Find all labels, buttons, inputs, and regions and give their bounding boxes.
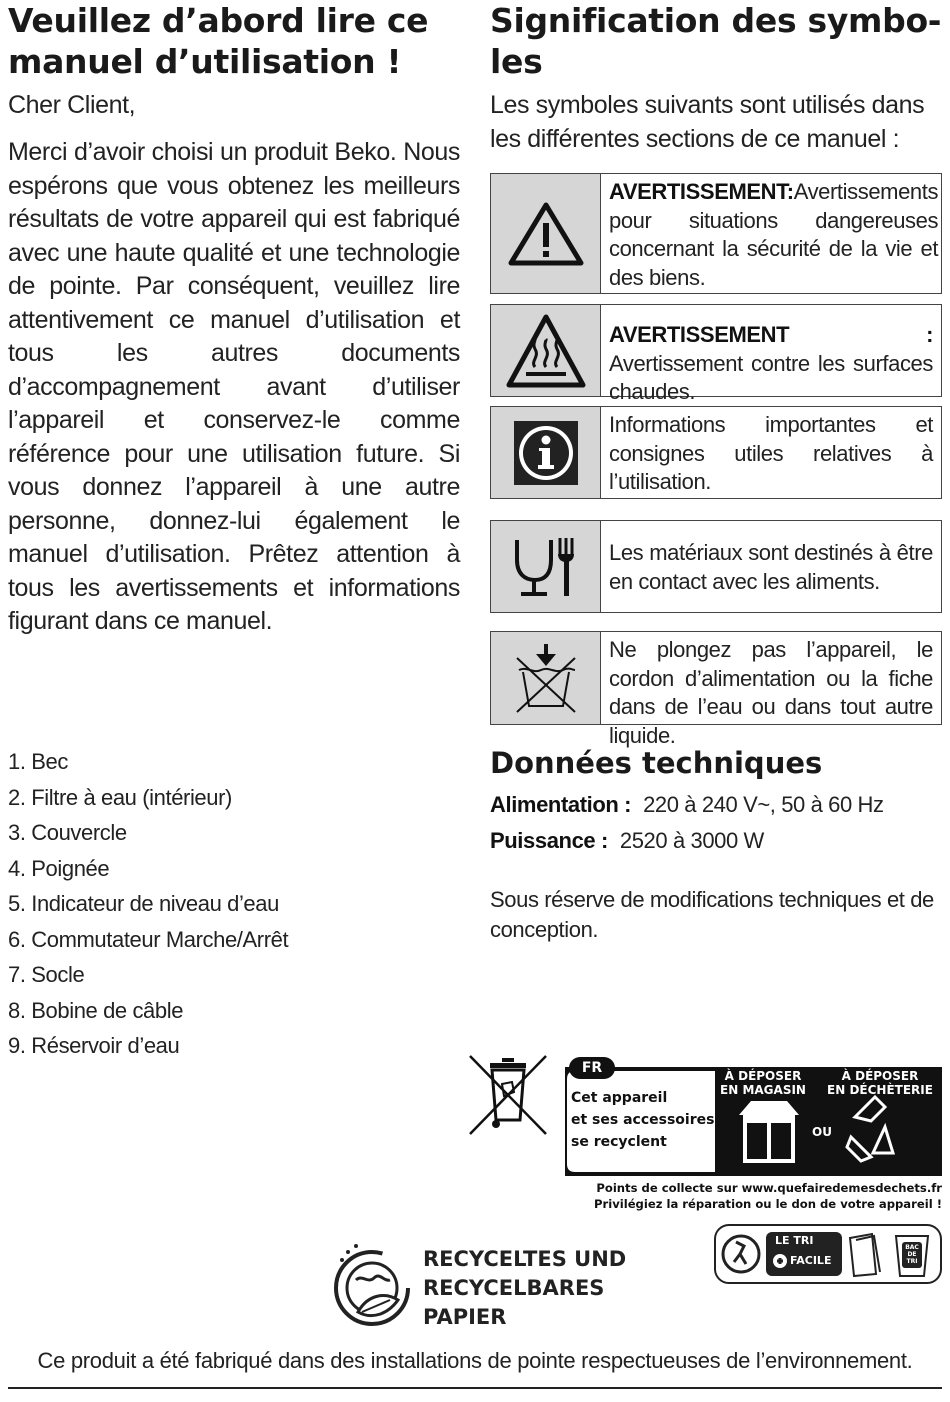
tech-title: Données techniques bbox=[490, 746, 823, 780]
recycled-paper-label bbox=[423, 1245, 626, 1332]
store-drop-line1: À DÉPOSER bbox=[724, 1069, 802, 1083]
symbol-hot-surface-desc: Avertissement contre les surfaces chaudes. bbox=[609, 350, 933, 404]
list-item: 7. Socle bbox=[8, 962, 85, 987]
symbols-title-line1: Signification des symbo- bbox=[490, 1, 942, 40]
info-icon bbox=[491, 407, 601, 498]
symbol-info-desc: Informations importantes et consignes utiles relatives à l’utilisation. bbox=[609, 412, 933, 494]
fr-badge-line1: Cet appareil bbox=[571, 1090, 668, 1106]
symbol-food-contact-desc: Les matériaux sont destinés à être en contact avec les aliments. bbox=[609, 540, 933, 594]
symbols-intro: Les symboles suivants sont utilisés dans les différentes sections de ce manuel : bbox=[490, 91, 925, 153]
tech-power bbox=[490, 826, 764, 856]
facile-label: FACILE bbox=[790, 1254, 832, 1267]
no-immersion-icon bbox=[491, 632, 601, 724]
or-label: OU bbox=[812, 1125, 832, 1139]
hot-surface-icon bbox=[491, 305, 601, 396]
symbol-warning-box bbox=[490, 173, 942, 294]
symbol-warning-label: AVERTISSEMENT: bbox=[609, 179, 794, 204]
symbol-no-immersion-desc: Ne plongez pas l’appareil, le cordon d’alimentation ou la fiche dans de l’eau ou dans tout autre liquide. bbox=[609, 637, 933, 748]
footer-text: Ce produit a été fabriqué dans des installations de pointe respectueuses de l’environnement. bbox=[37, 1348, 913, 1373]
symbol-no-immersion-box bbox=[490, 631, 942, 748]
tech-power-supply-value: 220 à 240 V~, 50 à 60 Hz bbox=[643, 792, 884, 817]
tech-power-supply-label: Alimentation : bbox=[490, 792, 632, 817]
list-item: 9. Réservoir d’eau bbox=[8, 1033, 180, 1058]
list-item: 3. Couvercle bbox=[8, 820, 127, 845]
le-tri-label: LE TRI bbox=[775, 1234, 814, 1247]
tech-power-label: Puissance : bbox=[490, 828, 608, 853]
fr-badge-line2: et ses accessoires bbox=[571, 1112, 715, 1128]
manual-title-line1: Veuillez d’abord lire ce bbox=[8, 1, 429, 40]
collection-points bbox=[560, 1180, 942, 1212]
parts-list bbox=[8, 744, 288, 1064]
symbol-food-contact-text bbox=[601, 521, 941, 612]
store-drop-label bbox=[715, 1069, 811, 1097]
symbol-hot-surface-text bbox=[601, 305, 941, 404]
tech-power-supply bbox=[490, 790, 884, 820]
list-item: 2. Filtre à eau (intérieur) bbox=[8, 784, 232, 810]
crossed-bin-icon bbox=[466, 1052, 550, 1143]
list-item: 1. Bec bbox=[8, 749, 68, 774]
symbol-hot-surface-label: AVERTISSEMENT : bbox=[609, 322, 933, 347]
fr-badge-line3: se recyclent bbox=[571, 1134, 667, 1150]
bac-de-tri-label: BAC DE TRI bbox=[905, 1244, 919, 1265]
symbol-warning-desc: Avertissements pour situations dangereuses concernant la sécurité de la vie et des biens. bbox=[609, 179, 939, 290]
symbol-no-immersion-text bbox=[601, 632, 941, 748]
symbol-info-text bbox=[601, 407, 941, 498]
dump-drop-line2: EN DÉCHÈTERIE bbox=[827, 1083, 933, 1097]
intro-paragraph: Merci d’avoir choisi un produit Beko. Nous espérons que vous obtenez les meilleurs résultats de votre appareil qui est fabriqué avec une haute qualité et une technologie de pointe. Par conséquent, veuillez lire attentivement ce manuel d’utilisation et tous les autres documents d’accompagnement avant d’utiliser l’appareil et conservez-le comme référence pour une utilisation future. Si vous donnez l’appareil à une autre personne, donnez-lui également le manuel d’utilisation. Prêtez attention à tous les avertissements et informations figurant dans ce manuel. bbox=[8, 138, 460, 635]
le-tri-facile-logo bbox=[714, 1224, 942, 1289]
dump-drop-label bbox=[822, 1069, 938, 1097]
list-item: 6. Commutateur Marche/Arrêt bbox=[8, 926, 289, 952]
warning-triangle-icon bbox=[491, 174, 601, 293]
list-item: 8. Bobine de câble bbox=[8, 997, 184, 1023]
list-item: 4. Poignée bbox=[8, 855, 110, 881]
tech-reserve: Sous réserve de modifications techniques et de conception. bbox=[490, 887, 934, 942]
fr-country-label: FR bbox=[581, 1060, 603, 1076]
symbol-info-box bbox=[490, 406, 942, 499]
recycled-paper-line2: RECYCELBARES bbox=[423, 1276, 605, 1300]
dump-drop-line1: À DÉPOSER bbox=[841, 1069, 919, 1083]
fr-recycling-badge bbox=[555, 1057, 942, 1176]
collection-points-line1: Points de collecte sur www.quefairedemesdechets.fr bbox=[596, 1181, 942, 1195]
recycled-paper-icon bbox=[328, 1240, 416, 1341]
greeting: Cher Client, bbox=[8, 91, 136, 119]
recycled-paper-line1: RECYCELTES UND bbox=[423, 1247, 627, 1271]
symbol-warning-text bbox=[601, 174, 946, 293]
store-drop-line2: EN MAGASIN bbox=[720, 1083, 806, 1097]
food-contact-icon bbox=[491, 521, 601, 612]
tech-power-value: 2520 à 3000 W bbox=[619, 828, 764, 853]
symbols-title-line2: les bbox=[490, 42, 543, 81]
symbol-food-contact-box bbox=[490, 520, 942, 613]
manual-title-line2: manuel d’utilisation ! bbox=[8, 42, 402, 81]
recycled-paper-line3: PAPIER bbox=[423, 1305, 507, 1329]
manual-title bbox=[8, 0, 428, 82]
footer-divider bbox=[8, 1387, 942, 1389]
collection-points-line2: Privilégiez la réparation ou le don de votre appareil ! bbox=[594, 1197, 942, 1211]
fr-badge-text bbox=[571, 1087, 721, 1153]
list-item: 5. Indicateur de niveau d’eau bbox=[8, 891, 279, 916]
symbols-title bbox=[490, 0, 941, 82]
symbol-hot-surface-box bbox=[490, 304, 942, 404]
